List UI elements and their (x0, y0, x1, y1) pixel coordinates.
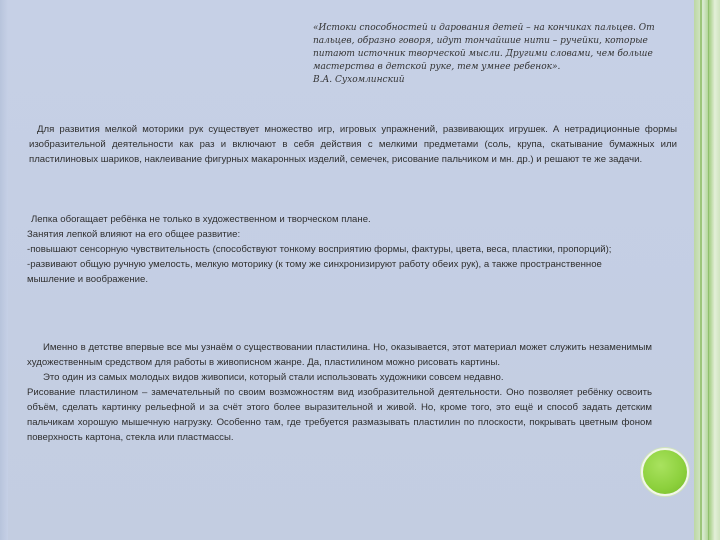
modeling-line-3: -повышают сенсорную чувствительность (способствуют тонкому восприятию формы, фактуры, цвета, веса, пластики, пропорций); (27, 244, 612, 255)
modeling-line-2: Занятия лепкой влияют на его общее развитие: (27, 229, 241, 240)
modeling-line-1: Лепка обогащает ребёнка не только в художественном и творческом плане. (31, 214, 371, 225)
green-circle-decoration (641, 448, 689, 496)
plasticine-line-3: Рисование пластилином – замечательный по своим возможностям вид изобразительной деятельности. Оно позволяет ребёнку освоить объём, сделать картинку рельефной и за счёт этого более выразительной и живой. Но, кроме того, это ещё и способ задать детским пальчикам хорошую мышечную нагрузку. Особенно там, где требуется размазывать пластилин по плоскости, покрывать цветным фоном поверхность картона, стекла или пластмассы. (27, 387, 652, 443)
plasticine-line-1: Именно в детстве впервые все мы узнаём о существовании пластилина. Но, оказывается, этот материал может служить незаменимым художественным средством для работы в живописном жанре. Да, пластилином можно рисовать картины. (27, 342, 652, 368)
plasticine-line-2: Это один из самых молодых видов живописи, который стали использовать художники совсем недавно. (43, 372, 504, 383)
right-edge-decoration (694, 0, 720, 540)
quote-author: В.А. Сухомлинский (313, 75, 405, 85)
modeling-line-4: -развивают общую ручную умелость, мелкую моторику (к тому же синхронизируют работу обеих рук), а также пространственное мышление и воображение. (27, 259, 602, 285)
left-edge-decoration (0, 0, 8, 540)
epigraph-quote (313, 22, 668, 87)
paragraph-modeling (27, 212, 647, 287)
quote-text: «Истоки способностей и дарования детей – на кончиках пальцев. От пальцев, образно говоря, идут тончайшие нити – ручейки, которые питают источник творческой мысли. Другими словами, чем больше мастерства в детской руке, тем умнее ребенок». (313, 23, 655, 72)
paragraph-fine-motor: Для развития мелкой моторики рук существует множество игр, игровых упражнений, развивающих игрушек. А нетрадиционные формы изобразительной деятельности как раз и включают в себя действия с мелкими предметами (соль, крупа, скатывание бумажных или пластилиновых шариков, наклеивание фигурных макаронных изделий, семечек, рисование пальчиком и мн. др.) и решают те же задачи. (29, 124, 677, 165)
paragraph-plasticine-painting (27, 340, 652, 445)
